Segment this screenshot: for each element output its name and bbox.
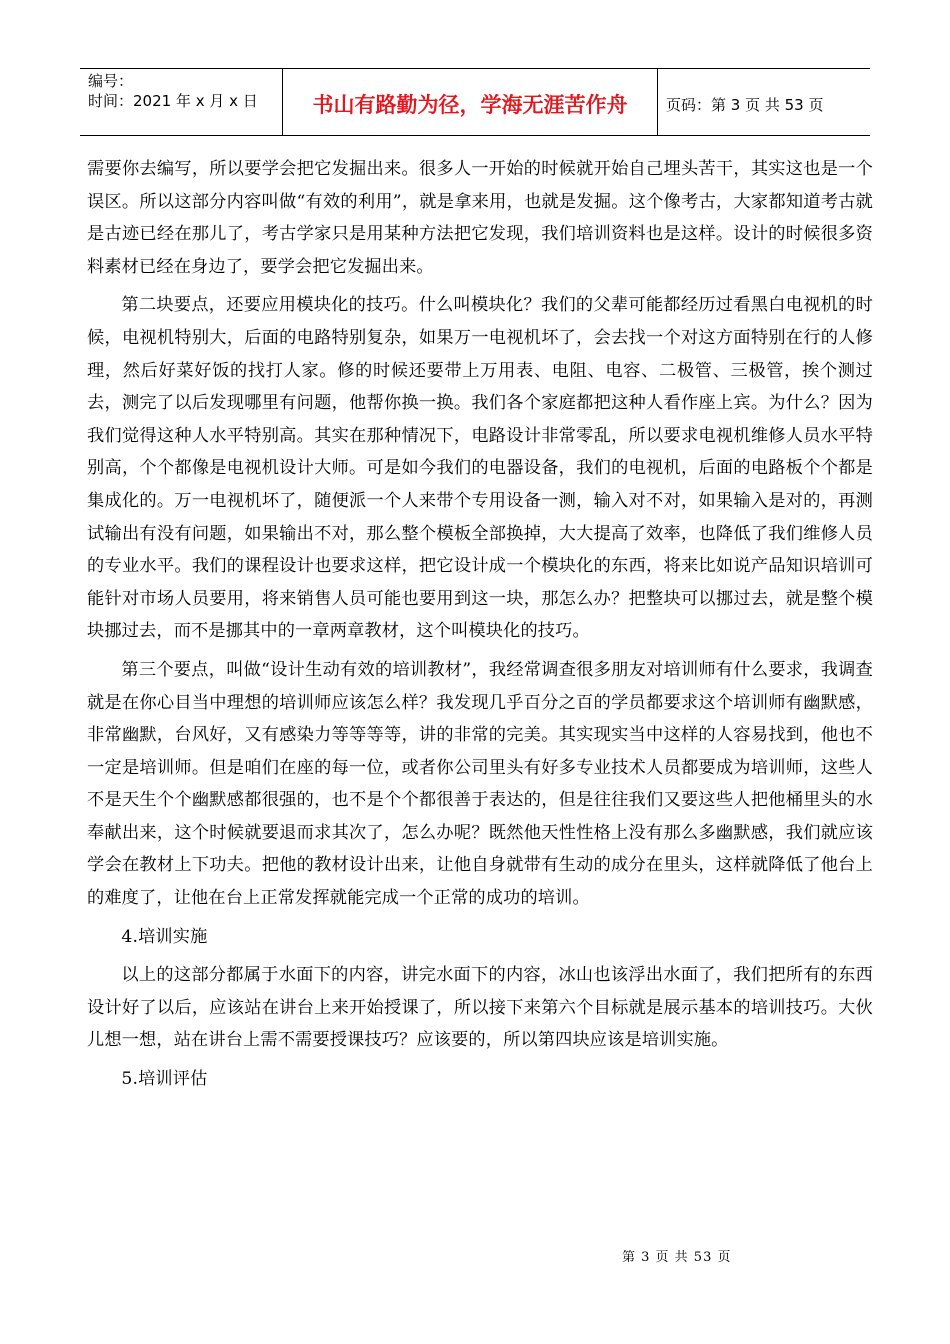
paragraph: 第二块要点，还要应用模块化的技巧。什么叫模块化？我们的父辈可能都经历过看黑白电视机的时候，电视机特别大，后面的电路特别复杂，如果万一电视机坏了，会去找一个对这方面特别在行的人修理，然后好菜好饭的找打人家。修的时候还要带上万用表、电阻、电容、二极管、三极管，挨个测过去，测完了以后发现哪里有问题，他帮你换一换。我们各个家庭都把这种人看作座上宾。为什么？因为我们觉得这种人水平特别高。其实在那种情况下，电路设计非常零乱，所以要求电视机维修人员水平特别高，个个都像是电视机设计大师。可是如今我们的电器设备，我们的电视机，后面的电路板个个都是集成化的。万一电视机坏了，随便派一个人来带个专用设备一测，输入对不对，如果输入是对的，再测试输出有没有问题，如果输出不对，那么整个模板全部换掉，大大提高了效率，也降低了我们维修人员的专业水平。我们的课程设计也要求这样，把它设计成一个模块化的东西，将来比如说产品知识培训可能针对市场人员要用，将来销售人员可能也要用到这一块，那怎么办？把整块可以挪过去，就是整个模块挪过去，而不是挪其中的一章两章教材，这个叫模块化的技巧。	[87, 295, 873, 642]
paragraph: 第三个要点，叫做“设计生动有效的培训教材”，我经常调查很多朋友对培训师有什么要求，我调查就是在你心目当中理想的培训师应该怎么样？我发现几乎百分之百的学员都要求这个培训师有幽默感，非常幽默，台风好，又有感染力等等等等，讲的非常的完美。其实现实当中这样的人容易找到，他也不一定是培训师。但是咱们在座的每一位，或者你公司里头有好多专业技术人员都要成为培训师，这些人不是天生个个幽默感都很强的，也不是个个都很善于表达的，但是往往我们又要这些人把他桶里头的水奉献出来，这个时候就要退而求其次了，怎么办呢？既然他天性性格上没有那么多幽默感，我们就应该学会在教材上下功夫。把他的教材设计出来，让他自身就带有生动的成分在里头，这样就降低了他台上的难度了，让他在台上正常发挥就能完成一个正常的成功的培训。	[87, 659, 873, 909]
document-body	[87, 153, 873, 1096]
paragraph: 以上的这部分都属于水面下的内容，讲完水面下的内容，冰山也该浮出水面了，我们把所有的东西设计好了以后，应该站在讲台上来开始授课了，所以接下来第六个目标就是展示基本的培训技巧。大伙儿想一想，站在讲台上需不需要授课技巧？应该要的，所以第四块应该是培训实施。	[87, 965, 873, 1051]
section-heading: 4.培训实施	[121, 926, 208, 947]
serial-number-label: 编号：	[88, 72, 134, 90]
page-footer: 第 3 页 共 53 页	[622, 1250, 732, 1265]
paragraph: 需要你去编写，所以要学会把它发掘出来。很多人一开始的时候就开始自己埋头苦干，其实这也是一个误区。所以这部分内容叫做“有效的利用”，就是拿来用，也就是发掘。这个像考古，大家都知道考古就是古迹已经在那儿了，考古学家只是用某种方法把它发现，我们培训资料也是这样。设计的时候很多资料素材已经在身边了，要学会把它发掘出来。	[87, 159, 873, 277]
page-header	[80, 68, 870, 136]
header-page-info: 页码：第 3 页 共 53 页	[666, 95, 824, 114]
date-label: 时间：2021 年 x 月 x 日	[88, 92, 258, 110]
header-meta	[80, 69, 283, 135]
section-heading: 5.培训评估	[121, 1069, 208, 1090]
header-motto: 书山有路勤为径，学海无涯苦作舟	[283, 69, 658, 135]
